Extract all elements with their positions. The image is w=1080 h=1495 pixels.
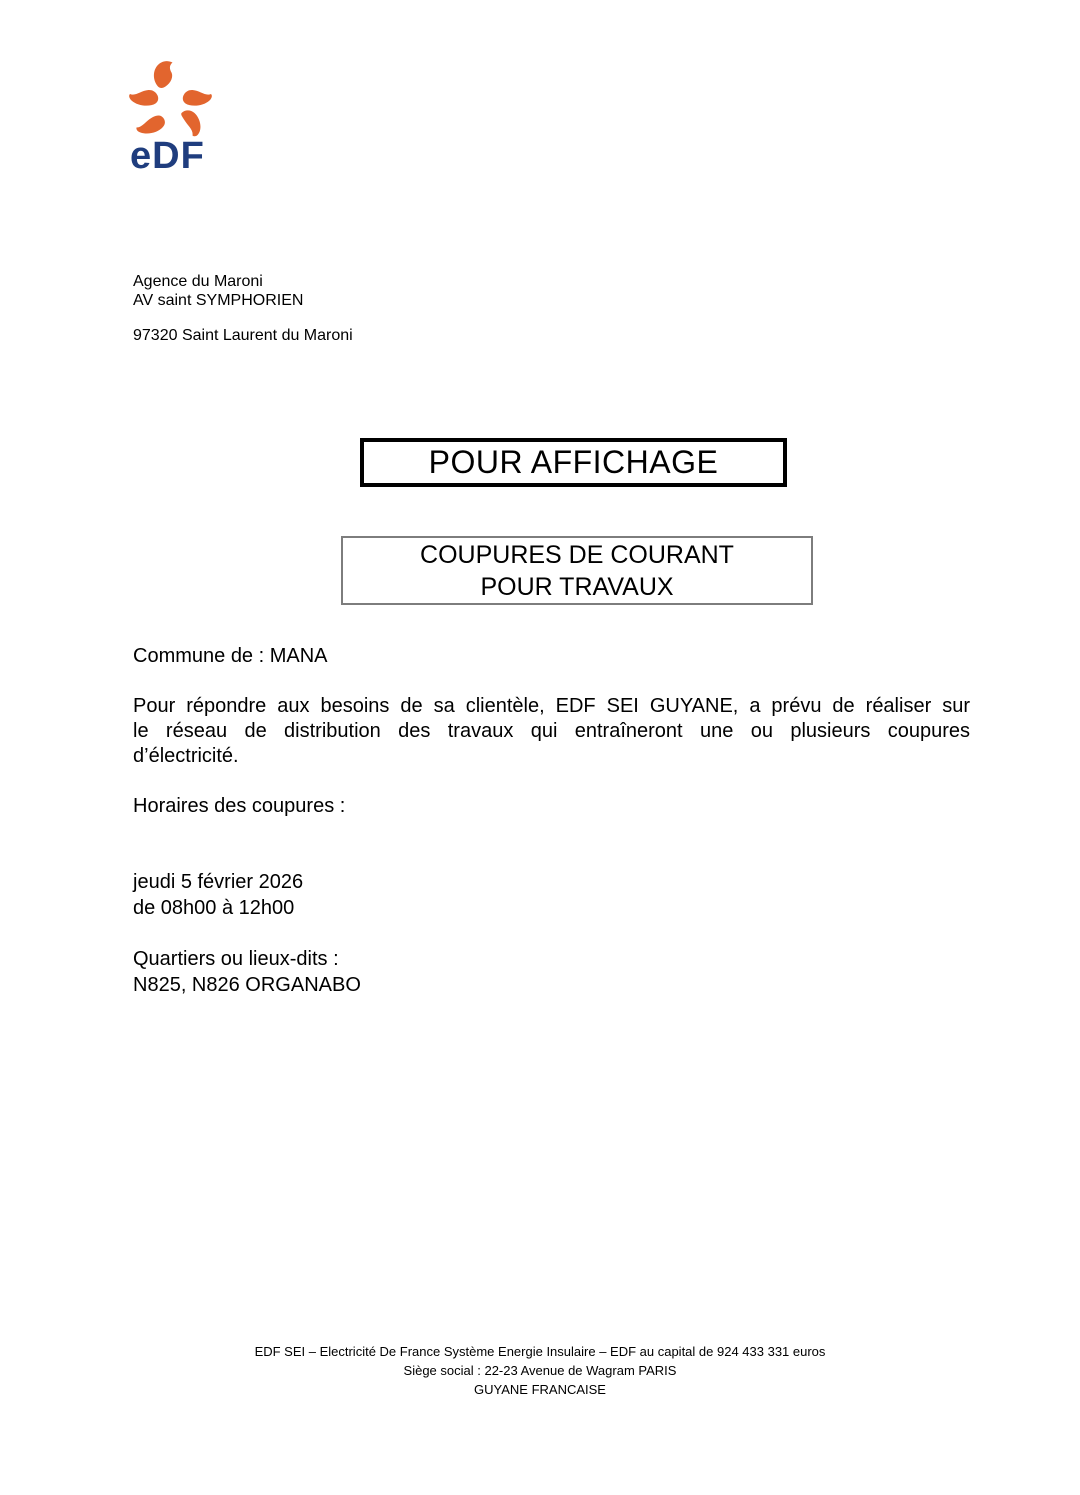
intro-paragraph-line2: le réseau de distribution des travaux qui entraîneront une ou plusieurs coupures xyxy=(133,720,970,742)
edf-wordmark: eDF xyxy=(130,135,205,177)
legal-footer xyxy=(0,1342,1080,1399)
coupures-banner xyxy=(341,536,813,605)
agency-address xyxy=(133,272,353,345)
affichage-banner-title: POUR AFFICHAGE xyxy=(428,444,719,480)
intro-paragraph xyxy=(133,694,970,769)
coupures-banner-line2: POUR TRAVAUX xyxy=(480,572,674,601)
edf-logo xyxy=(128,57,248,177)
coupures-banner-line1: COUPURES DE COURANT xyxy=(420,540,734,569)
commune-line: Commune de : MANA xyxy=(133,645,328,667)
horaires-label: Horaires des coupures : xyxy=(133,795,346,817)
affichage-banner xyxy=(360,438,787,487)
outage-time: de 08h00 à 12h00 xyxy=(133,897,295,919)
edf-flame-icon xyxy=(128,57,243,139)
outage-date: jeudi 5 février 2026 xyxy=(133,871,304,893)
agency-city: 97320 Saint Laurent du Maroni xyxy=(133,327,353,344)
legal-footer-line2: Siège social : 22-23 Avenue de Wagram PARIS xyxy=(403,1363,677,1378)
intro-paragraph-line1: Pour répondre aux besoins de sa clientèle, EDF SEI GUYANE, a prévu de réaliser sur xyxy=(133,695,970,717)
agency-name: Agence du Maroni xyxy=(133,273,263,290)
intro-paragraph-line3: d’électricité. xyxy=(133,745,239,767)
quartiers-value: N825, N826 ORGANABO xyxy=(133,974,361,996)
quartiers-block xyxy=(133,946,361,998)
quartiers-label: Quartiers ou lieux-dits : xyxy=(133,948,339,970)
agency-street: AV saint SYMPHORIEN xyxy=(133,292,304,309)
legal-footer-line1: EDF SEI – Electricité De France Système Energie Insulaire – EDF au capital de 924 433 331 euros xyxy=(254,1344,826,1359)
outage-schedule xyxy=(133,869,303,921)
legal-footer-line3: GUYANE FRANCAISE xyxy=(474,1382,606,1397)
